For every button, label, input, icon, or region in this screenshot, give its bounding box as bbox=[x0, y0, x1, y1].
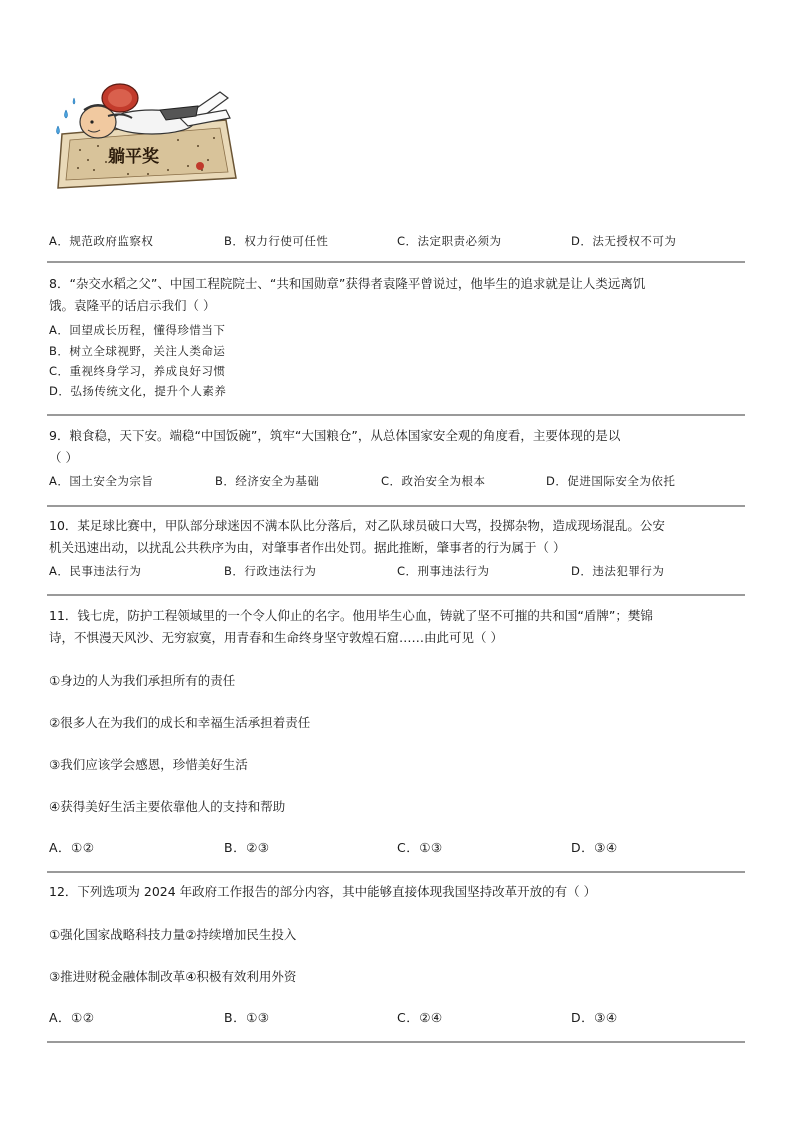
q12-option-b[interactable]: B．①③ bbox=[224, 1010, 270, 1025]
q12-option-a[interactable]: A．①② bbox=[49, 1010, 95, 1025]
q7-option-a[interactable]: A．规范政府监察权 bbox=[49, 234, 154, 248]
q8-option-d[interactable]: D．弘扬传统文化，提升个人素养 bbox=[49, 384, 227, 398]
q11-item-2: ②很多人在为我们的成长和幸福生活承担着责任 bbox=[49, 715, 311, 730]
lying-flat-award-cartoon bbox=[48, 70, 238, 192]
q11-item-1: ①身边的人为我们承担所有的责任 bbox=[49, 673, 236, 688]
q9-option-a[interactable]: A．国土安全为宗旨 bbox=[49, 474, 154, 488]
q7-option-b[interactable]: B．权力行使可任性 bbox=[224, 234, 329, 248]
divider bbox=[47, 414, 745, 416]
q9-stem: 9．粮食稳，天下安。端稳“中国饭碗”，筑牢“大国粮仓”，从总体国家安全观的角度看，主要体现的是以 （ ） bbox=[49, 428, 621, 465]
plaque-text: 躺平奖 bbox=[108, 147, 159, 167]
q12-stem: 12．下列选项为 2024 年政府工作报告的部分内容，其中能够直接体现我国坚持改革开放的有（ ） bbox=[49, 884, 597, 899]
q11-option-d[interactable]: D．③④ bbox=[571, 840, 618, 855]
q11-options bbox=[49, 838, 749, 858]
q11-stem: 11．钱七虎，防护工程领域里的一个令人仰止的名字。他用毕生心血，铸就了坚不可摧的共和国“盾牌”；樊锦 诗，不惧漫天风沙、无穷寂寞，用青春和生命终身坚守敦煌石窟……由此可见（ ） bbox=[49, 608, 653, 645]
q7-options bbox=[49, 233, 749, 253]
q10-option-a[interactable]: A．民事违法行为 bbox=[49, 564, 142, 578]
q12-item-2: ③推进财税金融体制改革④积极有效利用外资 bbox=[49, 969, 297, 984]
q12-option-d[interactable]: D．③④ bbox=[571, 1010, 618, 1025]
q8-option-c[interactable]: C．重视终身学习，养成良好习惯 bbox=[49, 364, 226, 378]
divider bbox=[47, 1041, 745, 1043]
q12-option-c[interactable]: C．②④ bbox=[397, 1010, 443, 1025]
q11-option-a[interactable]: A．①② bbox=[49, 840, 95, 855]
q9-option-c[interactable]: C．政治安全为根本 bbox=[381, 474, 486, 488]
divider bbox=[47, 505, 745, 507]
q9-options bbox=[49, 473, 749, 493]
q10-options bbox=[49, 563, 749, 583]
q11-option-c[interactable]: C．①③ bbox=[397, 840, 443, 855]
q11-item-3: ③我们应该学会感恩，珍惜美好生活 bbox=[49, 757, 248, 772]
q8-stem: 8．“杂交水稻之父”、中国工程院院士、“共和国勋章”获得者袁隆平曾说过，他毕生的追求就是让人类远离饥 饿。袁隆平的话启示我们（ ） bbox=[49, 276, 646, 313]
q11-option-b[interactable]: B．②③ bbox=[224, 840, 270, 855]
q10-option-b[interactable]: B．行政违法行为 bbox=[224, 564, 317, 578]
q12-options bbox=[49, 1008, 749, 1028]
q9-option-d[interactable]: D．促进国际安全为依托 bbox=[546, 474, 676, 488]
q7-option-d[interactable]: D．法无授权不可为 bbox=[571, 234, 677, 248]
q10-option-d[interactable]: D．违法犯罪行为 bbox=[571, 564, 665, 578]
q8-option-b[interactable]: B．树立全球视野，关注人类命运 bbox=[49, 344, 226, 358]
q12-item-1: ①强化国家战略科技力量②持续增加民生投入 bbox=[49, 927, 297, 942]
divider bbox=[47, 871, 745, 873]
divider bbox=[47, 261, 745, 263]
q11-item-4: ④获得美好生活主要依靠他人的支持和帮助 bbox=[49, 799, 286, 814]
q8-option-a[interactable]: A．回望成长历程，懂得珍惜当下 bbox=[49, 323, 226, 337]
q10-stem: 10．某足球比赛中，甲队部分球迷因不满本队比分落后，对乙队球员破口大骂，投掷杂物，造成现场混乱。公安 机关迅速出动，以扰乱公共秩序为由，对肇事者作出处罚。据此推断，肇事者的行为属于（ ） bbox=[49, 518, 665, 555]
divider bbox=[47, 594, 745, 596]
q10-option-c[interactable]: C．刑事违法行为 bbox=[397, 564, 490, 578]
q7-option-c[interactable]: C．法定职责必须为 bbox=[397, 234, 502, 248]
q9-option-b[interactable]: B．经济安全为基础 bbox=[215, 474, 320, 488]
